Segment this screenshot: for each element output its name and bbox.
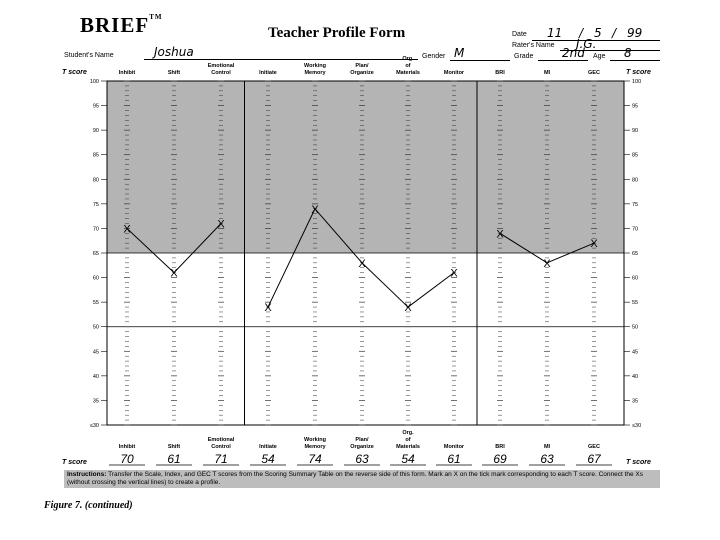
y-tick-label: 100 <box>89 79 99 85</box>
y-tick-label: 40 <box>92 373 99 380</box>
score-value: 74 <box>308 452 322 466</box>
score-value: 54 <box>261 452 275 466</box>
score-row-title: T score <box>626 459 651 466</box>
date-sep-1: / <box>579 26 584 40</box>
y-axis-title: T score <box>626 69 651 76</box>
data-point-marker: X <box>264 302 272 315</box>
category-label-bottom: BRI <box>495 444 505 450</box>
y-tick-label: 95 <box>92 103 99 110</box>
y-tick-label: 35 <box>92 398 99 405</box>
y-tick-label: 35 <box>632 398 639 405</box>
category-label-bottom: Plan/ <box>355 437 369 443</box>
score-value: 54 <box>401 452 415 466</box>
category-label-top: Plan/ <box>355 63 369 69</box>
y-tick-label: 70 <box>632 226 639 233</box>
grade-value: 2nd <box>562 46 585 60</box>
category-label-bottom: GEC <box>588 444 600 450</box>
y-tick-label: 100 <box>632 79 642 85</box>
data-point-marker: X <box>450 267 458 280</box>
y-tick-label: 50 <box>632 324 639 331</box>
shaded-region <box>107 81 624 253</box>
date-month: 11 <box>547 26 563 40</box>
y-tick-label: 90 <box>632 128 639 135</box>
category-label-bottom: Monitor <box>443 444 465 450</box>
category-label-bottom: Initiate <box>259 444 277 450</box>
gender-label: Gender <box>422 53 446 60</box>
age-label: Age <box>593 53 606 60</box>
score-value: 63 <box>540 452 554 466</box>
y-tick-label: 65 <box>92 251 99 257</box>
category-label-bottom: Materials <box>396 444 420 450</box>
y-tick-label: 85 <box>632 152 639 159</box>
data-point-marker: X <box>358 257 366 270</box>
score-value: 71 <box>214 452 228 466</box>
category-label-top: MI <box>543 70 551 76</box>
y-tick-label: 75 <box>632 201 639 208</box>
category-label-bottom: Shift <box>167 444 181 450</box>
score-value: 69 <box>493 452 507 466</box>
student-name: Joshua <box>154 45 194 59</box>
category-label-top: of <box>405 63 411 69</box>
y-tick-label: 80 <box>92 177 99 184</box>
date-day: 5 <box>594 26 602 40</box>
category-label-top: GEC <box>588 70 600 76</box>
score-value: 61 <box>167 452 181 466</box>
y-tick-label: 80 <box>632 177 639 184</box>
y-tick-label: 75 <box>92 201 99 208</box>
category-label-bottom: Memory <box>304 444 326 450</box>
score-value: 63 <box>355 452 369 466</box>
figure-caption: Figure 7. (continued) <box>44 500 133 511</box>
category-label-top: BRI <box>495 70 505 76</box>
y-tick-label: 45 <box>632 349 639 356</box>
y-tick-label: 65 <box>632 251 639 257</box>
age-value: 8 <box>624 46 632 60</box>
y-tick-label: ≤30 <box>89 423 99 429</box>
y-tick-label: 85 <box>92 152 99 159</box>
y-tick-label: 40 <box>632 373 639 380</box>
date-sep-2: / <box>612 26 617 40</box>
category-label-top: Working <box>304 63 326 69</box>
score-row <box>62 452 651 466</box>
category-label-top: Emotional <box>207 63 235 69</box>
category-label-bottom: MI <box>543 444 551 450</box>
grade-label: Grade <box>514 53 534 60</box>
score-row-title: T score <box>62 459 87 466</box>
form-title: Teacher Profile Form <box>268 25 406 41</box>
profile-line-segment <box>362 263 408 307</box>
brief-logo: BRIEF™ <box>80 13 163 37</box>
instructions-box <box>64 470 660 488</box>
data-point-marker: X <box>123 223 131 236</box>
category-label-bottom: Inhibit <box>118 444 136 450</box>
data-point-marker: X <box>543 257 551 270</box>
score-value: 70 <box>120 452 134 466</box>
profile-line-segment <box>408 273 454 307</box>
category-label-top: Control <box>211 70 231 76</box>
data-point-marker: X <box>170 267 178 280</box>
score-value: 61 <box>447 452 461 466</box>
instructions-lead: Instructions: <box>67 471 107 478</box>
category-label-top: Monitor <box>443 70 465 76</box>
category-label-top: Inhibit <box>118 70 136 76</box>
y-tick-label: 90 <box>92 128 99 135</box>
category-label-bottom: Organize <box>350 444 374 450</box>
date-year: 99 <box>627 26 643 40</box>
category-label-bottom: of <box>405 437 411 443</box>
category-label-bottom: Control <box>211 444 231 450</box>
y-tick-label: 95 <box>632 103 639 110</box>
category-label-top: Initiate <box>259 70 277 76</box>
score-value: 67 <box>587 452 601 466</box>
category-label-bottom: Org. <box>402 430 414 436</box>
data-point-marker: X <box>217 218 225 231</box>
category-label-top: Memory <box>304 70 326 76</box>
y-tick-label: 55 <box>632 300 639 307</box>
data-point-marker: X <box>404 302 412 315</box>
category-label-top: Organize <box>350 70 374 76</box>
data-point-marker: X <box>590 238 598 251</box>
student-label: Student's Name <box>64 52 114 59</box>
y-tick-label: 55 <box>92 300 99 307</box>
y-tick-label: 60 <box>92 275 99 282</box>
y-axis-title: T score <box>62 69 87 76</box>
y-tick-label: 60 <box>632 275 639 282</box>
rater-label: Rater's Name <box>512 42 555 49</box>
date-label: Date <box>512 31 527 38</box>
category-label-bottom: Emotional <box>207 437 235 443</box>
y-tick-label: 70 <box>92 226 99 233</box>
category-label-top: Shift <box>167 70 181 76</box>
instructions-text: Transfer the Scale, Index, and GEC T scores from the Scoring Summary Table on the reverse side of this form. Mark an X on the tick mark corresponding to each T score. Connect the Xs (without crossing the vertical lines) to create a profile. <box>67 471 644 486</box>
category-label-bottom: Working <box>304 437 326 443</box>
y-tick-label: ≤30 <box>632 423 642 429</box>
gender-value: M <box>454 46 465 60</box>
data-point-marker: X <box>496 228 504 241</box>
y-tick-label: 45 <box>92 349 99 356</box>
y-tick-label: 50 <box>92 324 99 331</box>
rater-name: J.G. <box>576 37 597 51</box>
data-point-marker: X <box>311 203 319 216</box>
category-label-top: Org. <box>402 56 414 62</box>
category-label-top: Materials <box>396 70 420 76</box>
